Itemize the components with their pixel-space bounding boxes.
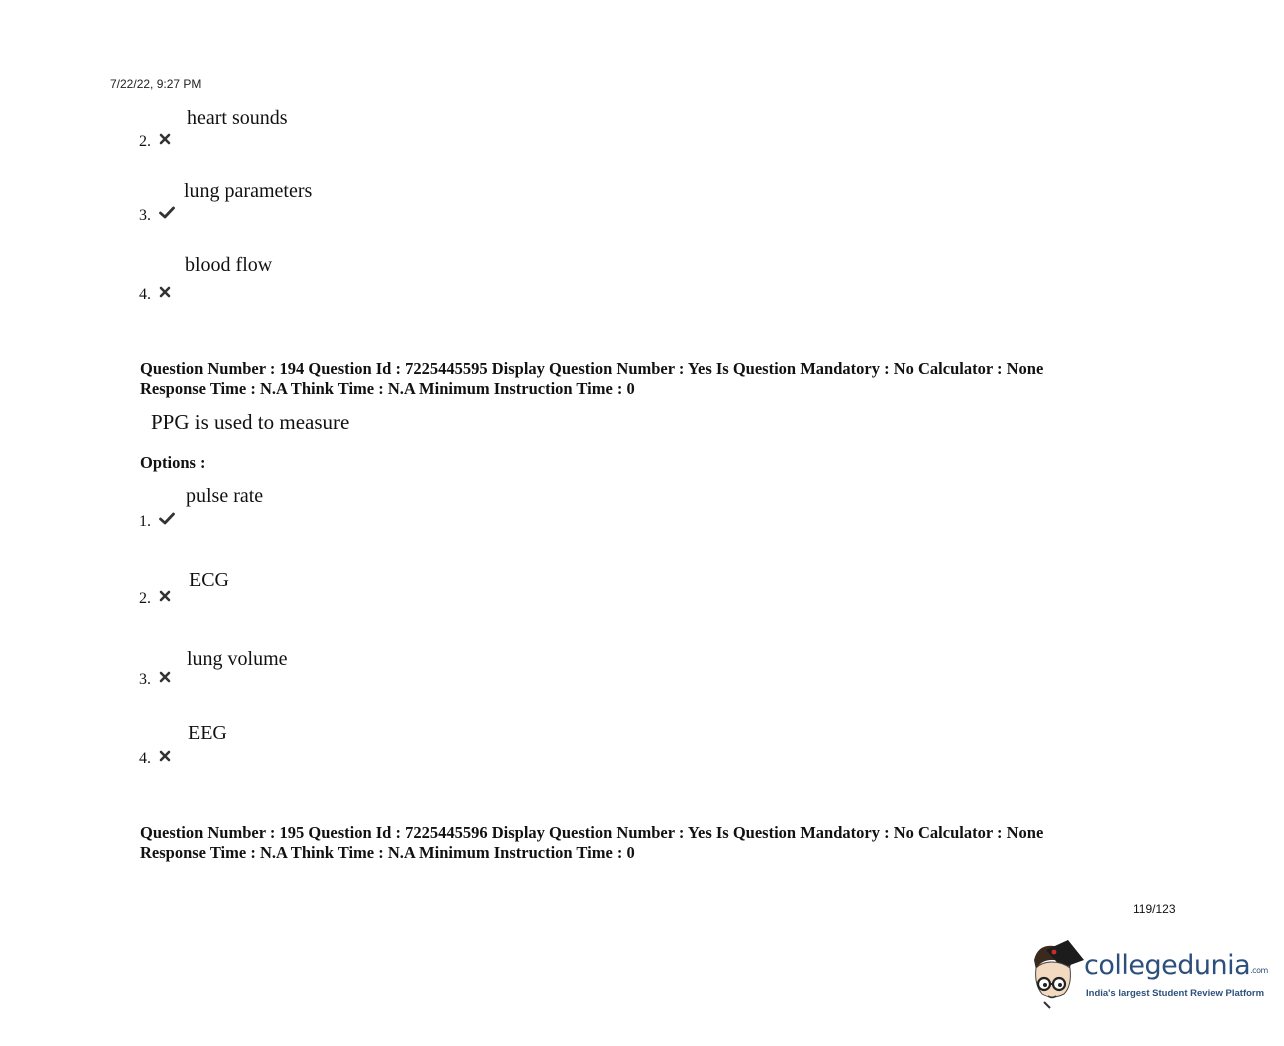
- logo-tagline: India's largest Student Review Platform: [1086, 988, 1265, 999]
- options-label: Options :: [140, 453, 206, 472]
- option-number-row: [139, 512, 175, 531]
- option-number: 4.: [139, 286, 151, 303]
- logo-name: collegedunia.com: [1084, 950, 1268, 981]
- option-text: lung parameters: [184, 180, 313, 202]
- question-meta: [140, 359, 1043, 399]
- option-number: 4.: [139, 750, 151, 767]
- option-text: blood flow: [185, 254, 273, 276]
- check-icon: [159, 512, 175, 525]
- question-meta-line: Question Number : 194 Question Id : 7225445595 Display Question Number : Yes Is Question Mandatory : No Calculator : None: [140, 359, 1044, 378]
- option-number-row: [139, 206, 175, 225]
- question-meta: [140, 823, 1043, 863]
- option-number-row: [139, 671, 171, 689]
- option-number: 2.: [139, 590, 151, 607]
- option-text: pulse rate: [186, 485, 264, 507]
- cross-icon: [159, 286, 171, 298]
- option-number-row: [139, 750, 171, 768]
- option-number-row: [139, 590, 171, 608]
- collegedunia-logo: [1024, 938, 1268, 1010]
- check-icon: [159, 206, 175, 219]
- cross-icon: [159, 671, 171, 683]
- mascot-icon: [1024, 938, 1086, 1010]
- question-meta-line: Question Number : 195 Question Id : 7225445596 Display Question Number : Yes Is Question Mandatory : No Calculator : None: [140, 823, 1044, 842]
- cross-icon: [159, 133, 171, 145]
- cross-icon: [159, 750, 171, 762]
- option-text: EEG: [188, 722, 227, 744]
- option-number: 1.: [139, 513, 151, 530]
- option-number: 3.: [139, 207, 151, 224]
- question-text: PPG is used to measure: [151, 410, 350, 434]
- option-text: lung volume: [187, 648, 288, 670]
- logo-suffix: .com: [1250, 966, 1268, 975]
- option-number-row: [139, 133, 171, 151]
- question-meta-line: Response Time : N.A Think Time : N.A Minimum Instruction Time : 0: [140, 843, 635, 862]
- question-meta-line: Response Time : N.A Think Time : N.A Minimum Instruction Time : 0: [140, 379, 635, 398]
- option-number: 3.: [139, 671, 151, 688]
- option-text: ECG: [189, 569, 229, 591]
- option-number-row: [139, 286, 171, 304]
- print-timestamp: 7/22/22, 9:27 PM: [110, 77, 202, 91]
- page-number: 119/123: [1133, 902, 1176, 916]
- option-text: heart sounds: [187, 107, 288, 129]
- cross-icon: [159, 590, 171, 602]
- option-number: 2.: [139, 133, 151, 150]
